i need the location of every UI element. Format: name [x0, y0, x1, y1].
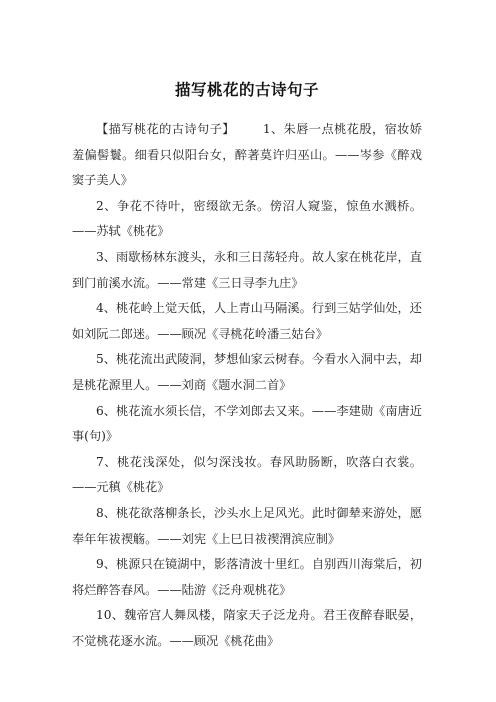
poem-paragraph-8: 8、桃花欲落柳条长，沙头水上足风光。此时御辇来游处，愿奉年年祓禊觞。——刘宪《上巳日祓禊渭滨应制》	[72, 505, 422, 546]
poem-paragraph-6: 6、桃花流水须长信，不学刘郎去又来。——李建勋《南唐近事(句)》	[72, 403, 422, 444]
poem-paragraph-3: 3、雨歇杨林东渡头，永和三日荡轻舟。故人家在桃花岸，直到门前溪水流。——常建《三日寻李九庄》	[72, 249, 422, 290]
document-body	[72, 117, 422, 654]
poem-paragraph-9: 9、桃源只在镜湖中，影落清波十里红。自别西川海棠后，初将烂醉答春风。——陆游《泛舟观桃花》	[72, 557, 422, 597]
poem-text-1: 1、朱唇一点桃花殷，宿妆娇羞偏髻鬟。细看只似阳台女，醉著莫许归巫山。——岑参《醉戏窦子美人》	[72, 122, 422, 188]
poem-paragraph-1	[72, 117, 422, 194]
poem-paragraph-7: 7、桃花浅深处，似匀深浅妆。春风助肠断，吹落白衣裳。——元稹《桃花》	[72, 454, 422, 495]
document-title: 描写桃花的古诗句子	[174, 81, 319, 99]
section-heading: 【描写桃花的古诗句子】	[96, 122, 235, 136]
poem-paragraph-10: 10、魏帝宫人舞凤楼，隋家天子泛龙舟。君王夜醉春眠晏，不觉桃花逐水流。——顾况《桃花曲》	[72, 608, 422, 648]
poem-paragraph-4: 4、桃花岭上觉天低，人上青山马隔溪。行到三姑学仙处，还如刘阮二郎迷。——顾况《寻桃花岭潘三姑台》	[72, 301, 422, 341]
poem-paragraph-2: 2、争花不待叶，密缀欲无条。傍沼人窥鉴，惊鱼水溅桥。——苏轼《桃花》	[72, 198, 422, 239]
poem-paragraph-5: 5、桃花流出武陵洞，梦想仙家云树春。今看水入洞中去，却是桃花源里人。——刘商《题水洞二首》	[72, 352, 422, 392]
